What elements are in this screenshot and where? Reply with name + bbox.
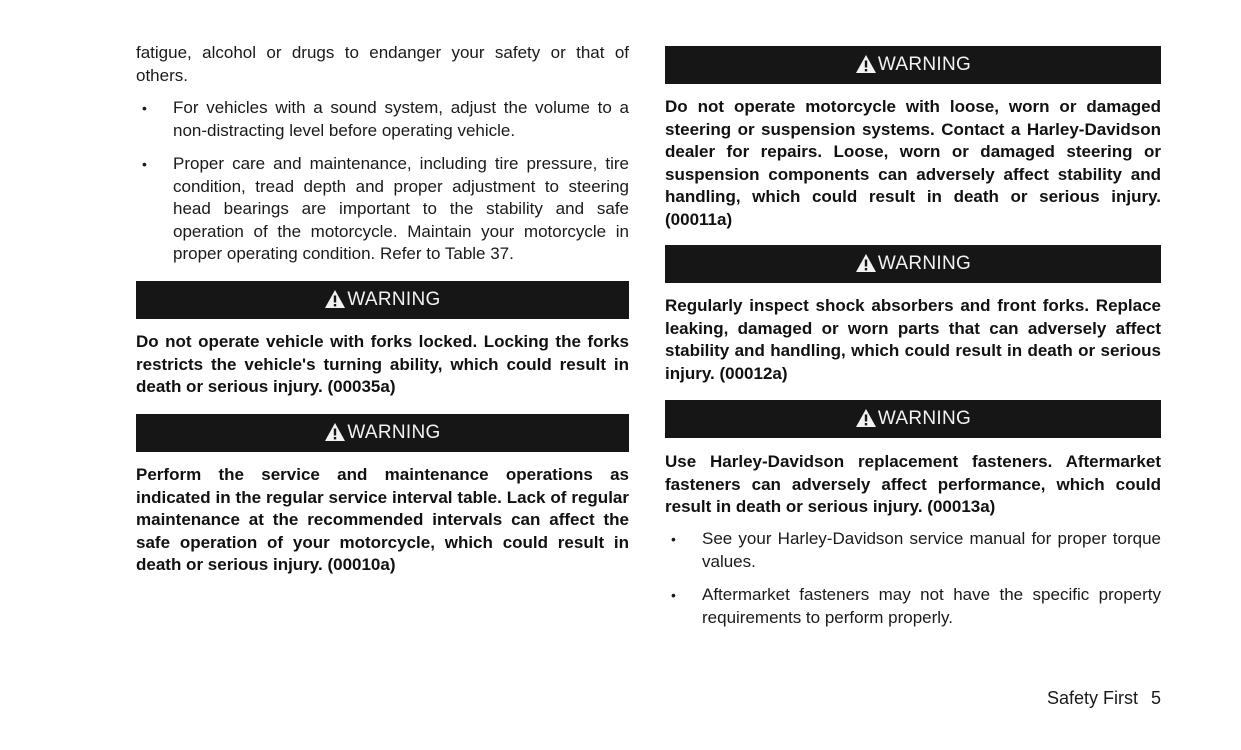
warning-label: WARNING <box>877 253 972 274</box>
page-footer <box>1047 688 1161 709</box>
warning-triangle-icon <box>855 408 877 428</box>
warning-banner <box>665 400 1161 438</box>
warning-banner <box>136 281 629 319</box>
warning-banner <box>136 414 629 452</box>
list-item-text: Proper care and maintenance, including tire pressure, tire condition, tread depth and proper adjustment to steering head bearings are important to the stability and safe operation of the motorcycle. Maintain your motorcycle in proper operating condition. Refer to Table 37. <box>173 154 629 263</box>
warning-triangle-icon <box>855 253 877 273</box>
warning-text: Use Harley-Davidson replacement fasteners. Aftermarket fasteners can adversely affect performance, which could result in death or serious injury. (00013a) <box>665 452 1161 516</box>
bullet-icon: • <box>671 531 676 547</box>
warning-triangle-icon <box>324 289 346 309</box>
warning-triangle-icon <box>855 54 877 74</box>
list-item-text: See your Harley-Davidson service manual for proper torque values. <box>702 529 1161 571</box>
warning-banner <box>665 46 1161 84</box>
list-item-text: For vehicles with a sound system, adjust the volume to a non-distracting level before operating vehicle. <box>173 98 629 140</box>
warning-label: WARNING <box>347 289 441 310</box>
list-item-text: Aftermarket fasteners may not have the specific property requirements to perform properly. <box>702 585 1161 627</box>
list-item <box>142 97 629 142</box>
warning-label: WARNING <box>877 408 972 429</box>
warning-label: WARNING <box>877 54 972 75</box>
warning-text: Perform the service and maintenance operations as indicated in the regular service interval table. Lack of regular maintenance at the recommended intervals can affect the safe operation of your motorcycle, which could result in death or serious injury. (00010a) <box>136 465 629 574</box>
warning-triangle-icon <box>324 422 346 442</box>
warning-banner <box>665 245 1161 283</box>
list-item <box>671 528 1161 573</box>
warning-text: Do not operate vehicle with forks locked. Locking the forks restricts the vehicle's turning ability, which could result in death or serious injury. (00035a) <box>136 332 629 396</box>
bullet-icon: • <box>671 587 676 603</box>
warning-text: Regularly inspect shock absorbers and front forks. Replace leaking, damaged or worn parts that can adversely affect stability and handling, which could result in death or serious injury. (00012a) <box>665 296 1161 383</box>
list-item <box>671 584 1161 629</box>
continuation-paragraph: fatigue, alcohol or drugs to endanger your safety or that of others. <box>136 43 629 85</box>
bullet-icon: • <box>142 156 147 172</box>
bullet-icon: • <box>142 100 147 116</box>
list-item <box>142 153 629 266</box>
footer-section-title: Safety First <box>1046 688 1138 708</box>
warning-label: WARNING <box>347 422 441 443</box>
page-number: 5 <box>1150 688 1161 708</box>
warning-text: Do not operate motorcycle with loose, worn or damaged steering or suspension systems. Contact a Harley-Davidson dealer for repairs. Loose, worn or damaged steering or suspension components can adversely affect stability and handling, which could result in death or serious injury. (00011a) <box>665 97 1161 229</box>
